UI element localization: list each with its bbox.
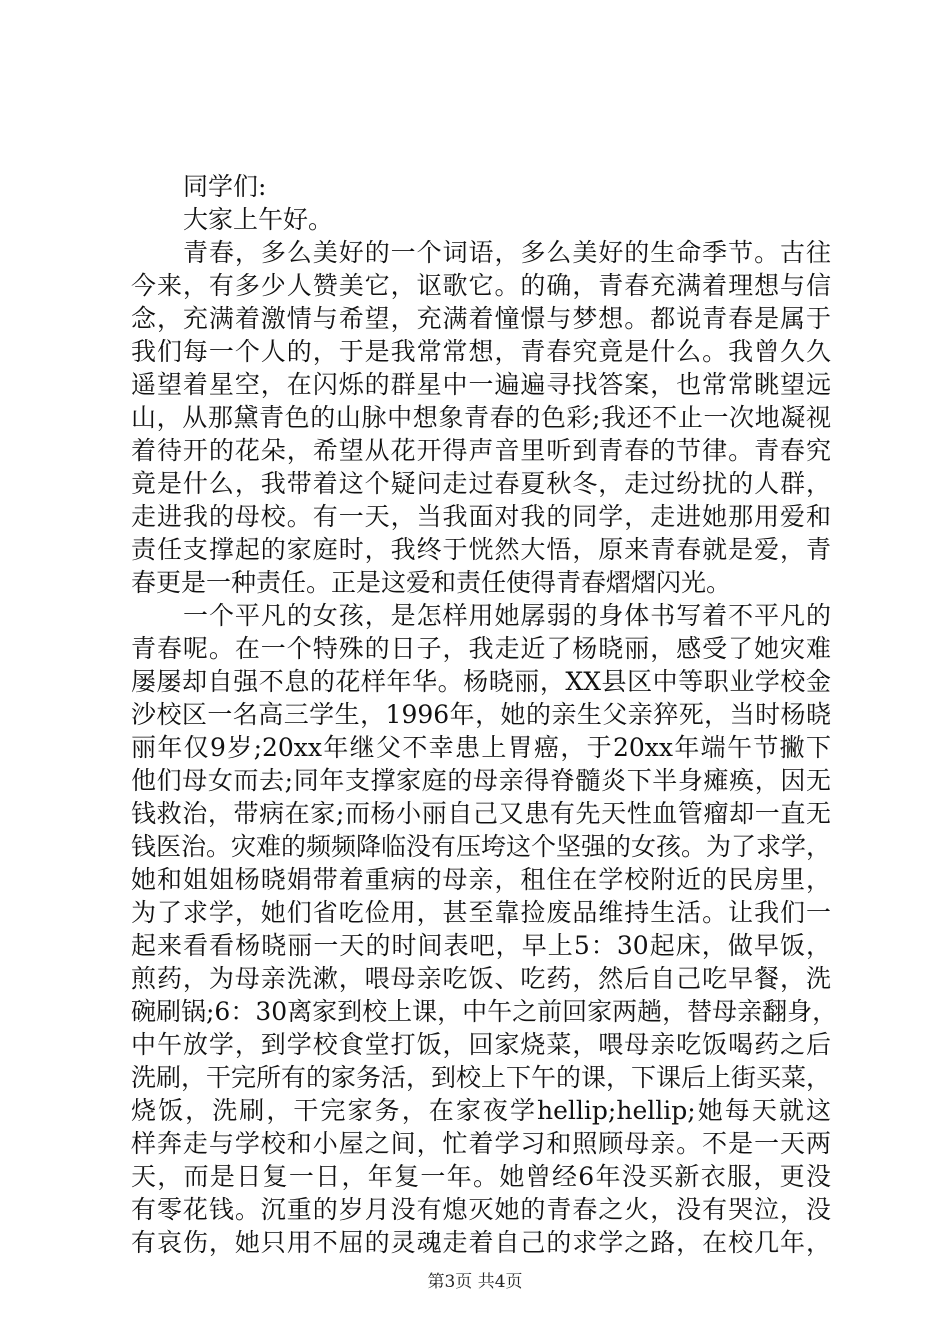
paragraph-line: 今来，有多少人赞美它，讴歌它。的确，青春充满着理想与信 bbox=[131, 271, 831, 300]
paragraph-line: 青春呢。在一个特殊的日子，我走近了杨晓丽，感受了她灾难 bbox=[131, 634, 831, 663]
paragraph-line: 烧饭，洗刷，干完家务，在家夜学hellip;hellip;她每天就这 bbox=[131, 1096, 831, 1125]
paragraph-line: 为了求学，她们省吃俭用，甚至靠捡废品维持生活。让我们一 bbox=[131, 898, 831, 927]
paragraph-line: 走进我的母校。有一天，当我面对我的同学，走进她那用爱和 bbox=[131, 502, 831, 531]
paragraph-line: 样奔走与学校和小屋之间，忙着学习和照顾母亲。不是一天两 bbox=[131, 1129, 831, 1158]
paragraph-line: 钱医治。灾难的频频降临没有压垮这个坚强的女孩。为了求学， bbox=[131, 832, 832, 861]
paragraph-line: 有零花钱。沉重的岁月没有熄灭她的青春之火，没有哭泣，没 bbox=[131, 1195, 831, 1224]
paragraph-line: 她和姐姐杨晓娟带着重病的母亲，租住在学校附近的民房里， bbox=[131, 865, 831, 894]
paragraph-line: 念，充满着激情与希望，充满着憧憬与梦想。都说青春是属于 bbox=[131, 304, 831, 333]
paragraph-line: 沙校区一名高三学生，1996年，她的亲生父亲猝死，当时杨晓 bbox=[131, 700, 831, 729]
paragraph-line: 着待开的花朵，希望从花开得声音里听到青春的节律。青春究 bbox=[131, 436, 831, 465]
paragraph-line: 竟是什么，我带着这个疑问走过春夏秋冬，走过纷扰的人群， bbox=[131, 469, 831, 498]
paragraph-line: 中午放学，到学校食堂打饭，回家烧菜，喂母亲吃饭喝药之后 bbox=[131, 1030, 831, 1059]
paragraph-line: 煎药，为母亲洗漱，喂母亲吃饭、吃药，然后自己吃早餐，洗 bbox=[131, 964, 831, 993]
paragraph-line: 青春，多么美好的一个词语，多么美好的生命季节。古往 bbox=[183, 238, 831, 267]
salutation-line: 大家上午好。 bbox=[183, 205, 334, 234]
speech-text bbox=[131, 170, 838, 1259]
paragraph-line: 春更是一种责任。正是这爱和责任使得青春熠熠闪光。 bbox=[131, 568, 732, 597]
greeting-line: 同学们: bbox=[183, 172, 267, 201]
paragraph-line: 责任支撑起的家庭时，我终于恍然大悟，原来青春就是爱，青 bbox=[131, 535, 831, 564]
paragraph-line: 天，而是日复一日，年复一年。她曾经6年没买新衣服，更没 bbox=[131, 1162, 831, 1191]
paragraph-line: 山，从那黛青色的山脉中想象青春的色彩;我还不止一次地凝视 bbox=[131, 403, 831, 432]
paragraph-line: 屡屡却自强不息的花样年华。杨晓丽，XX县区中等职业学校金 bbox=[131, 667, 831, 696]
paragraph-line: 一个平凡的女孩，是怎样用她孱弱的身体书写着不平凡的 bbox=[183, 601, 831, 630]
page-number-footer: 第3页 共4页 bbox=[427, 1272, 523, 1292]
paragraph-line: 有哀伤，她只用不屈的灵魂走着自己的求学之路，在校几年， bbox=[131, 1228, 831, 1257]
paragraph-line: 我们每一个人的，于是我常常想，青春究竟是什么。我曾久久 bbox=[131, 337, 831, 366]
paragraph-line: 遥望着星空，在闪烁的群星中一遍遍寻找答案，也常常眺望远 bbox=[131, 370, 831, 399]
paragraph-line: 丽年仅9岁;20xx年继父不幸患上胃癌，于20xx年端午节撇下 bbox=[131, 733, 831, 762]
paragraph-line: 钱救治，带病在家;而杨小丽自己又患有先天性血管瘤却一直无 bbox=[131, 799, 831, 828]
paragraph-line: 他们母女而去;同年支撑家庭的母亲得脊髓炎下半身瘫痪，因无 bbox=[131, 766, 831, 795]
paragraph-line: 洗刷，干完所有的家务活，到校上下午的课，下课后上街买菜， bbox=[131, 1063, 832, 1092]
paragraph-line: 起来看看杨晓丽一天的时间表吧，早上5：30起床，做早饭， bbox=[131, 931, 831, 960]
paragraph-line: 碗刷锅;6：30离家到校上课，中午之前回家两趟，替母亲翻身， bbox=[131, 997, 838, 1026]
